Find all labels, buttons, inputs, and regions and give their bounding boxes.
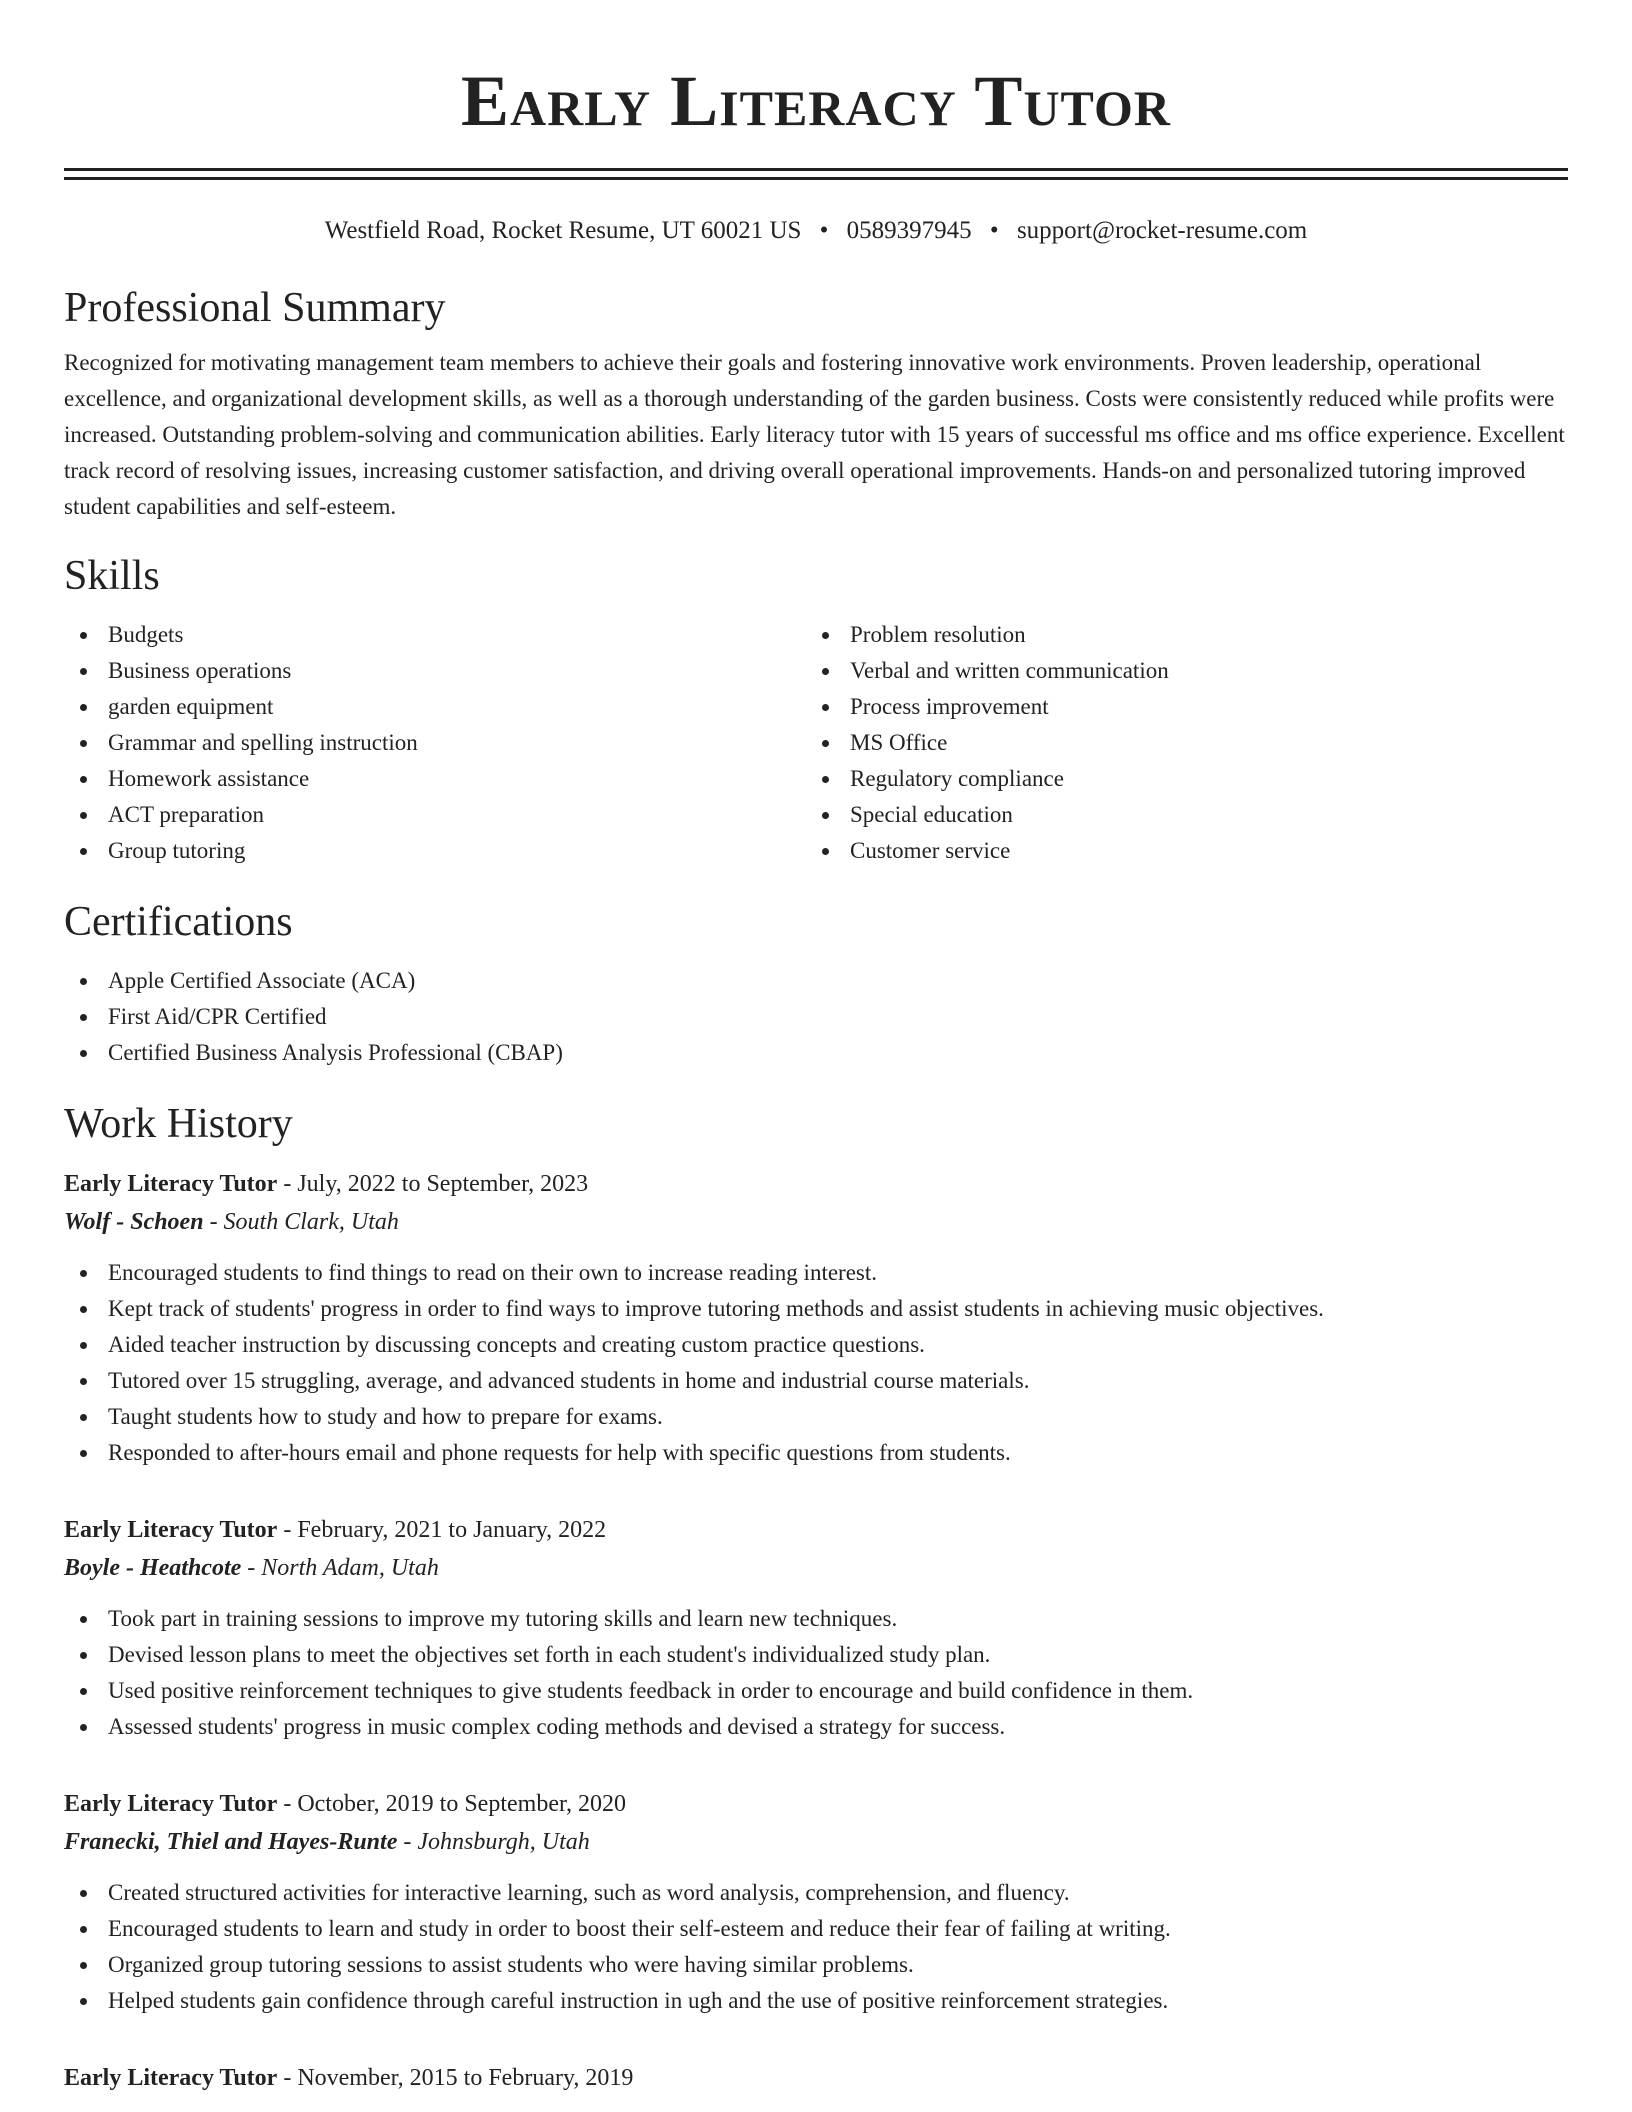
contact-address: Westfield Road, Rocket Resume, UT 60021 US xyxy=(324,217,802,244)
contact-separator: • xyxy=(989,217,999,244)
job-entry xyxy=(64,2059,1568,2097)
job-duty: Used positive reinforcement techniques to give students feedback in order to encourage and build confidence in them. xyxy=(64,1673,1568,1709)
contact-email: support@rocket-resume.com xyxy=(1016,217,1308,244)
skills-list-right xyxy=(806,617,1548,869)
job-company-line xyxy=(64,1549,1568,1587)
job-company-line xyxy=(64,1823,1568,1861)
skill-item: Budgets xyxy=(64,617,806,653)
job-duty: Devised lesson plans to meet the objectives set forth in each student's individualized study plan. xyxy=(64,1637,1568,1673)
contact-phone: 0589397945 xyxy=(846,217,972,244)
skills-list-left xyxy=(64,617,806,869)
skill-item: Homework assistance xyxy=(64,761,806,797)
job-title: Early Literacy Tutor xyxy=(64,1791,278,1817)
job-title-line xyxy=(64,2059,1568,2097)
skill-item: Special education xyxy=(806,797,1548,833)
job-dates: - November, 2015 to February, 2019 xyxy=(277,2065,634,2091)
job-dates: - February, 2021 to January, 2022 xyxy=(277,1517,607,1543)
job-title-line xyxy=(64,1511,1568,1549)
job-company: Franecki, Thiel and Hayes-Runte xyxy=(64,1829,398,1855)
job-title-line xyxy=(64,1165,1568,1203)
job-duty: Created structured activities for interactive learning, such as word analysis, comprehension, and fluency. xyxy=(64,1875,1568,1911)
job-duty: Took part in training sessions to improve my tutoring skills and learn new techniques. xyxy=(64,1601,1568,1637)
skill-item: Verbal and written communication xyxy=(806,653,1548,689)
job-duties-list xyxy=(64,1875,1568,2019)
job-location: - Johnsburgh, Utah xyxy=(397,1829,590,1855)
job-duties-list xyxy=(64,1601,1568,1745)
skills-columns xyxy=(64,617,1568,869)
job-duty: Encouraged students to learn and study in order to boost their self-esteem and reduce their fear of failing at writing. xyxy=(64,1911,1568,1947)
job-duty: Encouraged students to find things to read on their own to increase reading interest. xyxy=(64,1255,1568,1291)
job-duty: Aided teacher instruction by discussing concepts and creating custom practice questions. xyxy=(64,1327,1568,1363)
certification-item: Apple Certified Associate (ACA) xyxy=(64,963,1568,999)
skill-item: Regulatory compliance xyxy=(806,761,1548,797)
header-rule-bottom xyxy=(64,177,1568,180)
header-rule-top xyxy=(64,168,1568,171)
certification-item: First Aid/CPR Certified xyxy=(64,999,1568,1035)
skill-item: Problem resolution xyxy=(806,617,1548,653)
job-location: - South Clark, Utah xyxy=(203,1209,399,1235)
job-title: Early Literacy Tutor xyxy=(64,1517,278,1543)
skill-item: Customer service xyxy=(806,833,1548,869)
certifications-heading: Certifications xyxy=(64,899,293,945)
job-title-line xyxy=(64,1785,1568,1823)
job-duty: Assessed students' progress in music complex coding methods and devised a strategy for success. xyxy=(64,1709,1568,1745)
job-company-line xyxy=(64,1203,1568,1241)
job-duty: Organized group tutoring sessions to assist students who were having similar problems. xyxy=(64,1947,1568,1983)
skill-item: MS Office xyxy=(806,725,1548,761)
skill-item: ACT preparation xyxy=(64,797,806,833)
job-dates: - October, 2019 to September, 2020 xyxy=(277,1791,626,1817)
job-entry xyxy=(64,1785,1568,2019)
contact-line xyxy=(64,216,1568,246)
job-location: - North Adam, Utah xyxy=(241,1555,439,1581)
job-company: Boyle - Heathcote xyxy=(64,1555,242,1581)
resume-name: Early Literacy Tutor xyxy=(461,61,1171,141)
summary-text: Recognized for motivating management team members to achieve their goals and fostering innovative work environments. Proven leadership, operational excellence, and organizational development skills, as well as a thorough understanding of the garden business. Costs were consistently reduced while profits were increased. Outstanding problem-solving and communication abilities. Early literacy tutor with 15 years of successful ms office and ms office experience. Excellent track record of resolving issues, increasing customer satisfaction, and driving overall operational improvements. Hands-on and personalized tutoring improved student capabilities and self-esteem. xyxy=(64,350,1565,519)
job-entry xyxy=(64,1165,1568,1471)
skills-column-right xyxy=(806,617,1548,869)
job-duty: Helped students gain confidence through careful instruction in ugh and the use of positive reinforcement strategies. xyxy=(64,1983,1568,2019)
skill-item: Group tutoring xyxy=(64,833,806,869)
skill-item: Process improvement xyxy=(806,689,1548,725)
skills-column-left xyxy=(64,617,806,869)
skill-item: Grammar and spelling instruction xyxy=(64,725,806,761)
job-entry xyxy=(64,1511,1568,1745)
work-history-heading: Work History xyxy=(64,1101,293,1147)
job-duty: Responded to after-hours email and phone requests for help with specific questions from students. xyxy=(64,1435,1568,1471)
job-dates: - July, 2022 to September, 2023 xyxy=(277,1171,589,1197)
contact-separator: • xyxy=(819,217,829,244)
job-title: Early Literacy Tutor xyxy=(64,1171,278,1197)
certification-item: Certified Business Analysis Professional (CBAP) xyxy=(64,1035,1568,1071)
job-title: Early Literacy Tutor xyxy=(64,2065,278,2091)
job-duty: Kept track of students' progress in order to find ways to improve tutoring methods and assist students in achieving music objectives. xyxy=(64,1291,1568,1327)
job-company: Wolf - Schoen xyxy=(64,1209,204,1235)
job-duty: Taught students how to study and how to prepare for exams. xyxy=(64,1399,1568,1435)
job-duties-list xyxy=(64,1255,1568,1471)
job-duty: Tutored over 15 struggling, average, and advanced students in home and industrial course materials. xyxy=(64,1363,1568,1399)
summary-heading: Professional Summary xyxy=(64,285,446,331)
skill-item: Business operations xyxy=(64,653,806,689)
certifications-list xyxy=(64,963,1568,1071)
skills-heading: Skills xyxy=(64,553,160,599)
skill-item: garden equipment xyxy=(64,689,806,725)
